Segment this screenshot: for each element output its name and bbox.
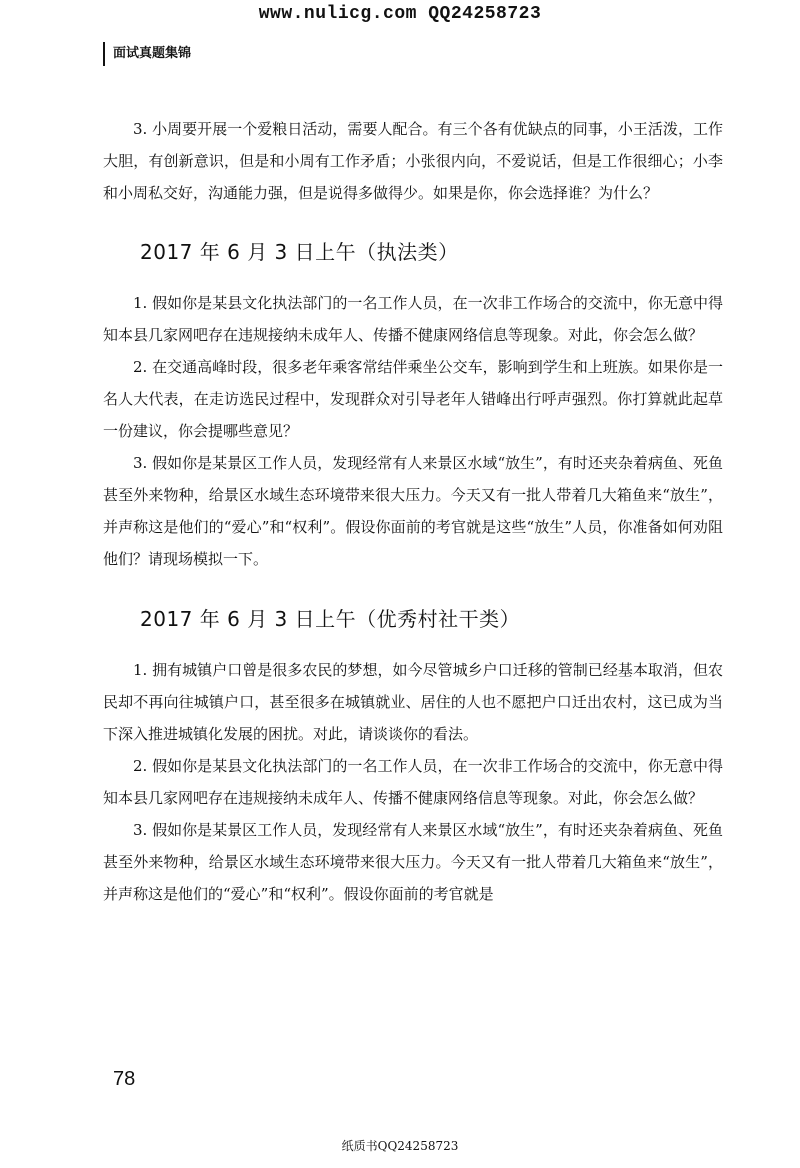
question-item: 2. 在交通高峰时段，很多老年乘客常结伴乘坐公交车，影响到学生和上班族。如果你是一名人大代表，在走访选民过程中，发现群众对引导老年人错峰出行呼声强烈。你打算就此起草一份建议，你会提哪些意见？ <box>103 358 723 440</box>
question-item: 2. 假如你是某县文化执法部门的一名工作人员，在一次非工作场合的交流中，你无意中得知本县几家网吧存在违规接纳未成年人、传播不健康网络信息等现象。对此，你会怎么做？ <box>103 757 723 807</box>
page-body <box>103 113 723 910</box>
running-head: 面试真题集锦 <box>103 42 191 66</box>
question-item: 3. 假如你是某景区工作人员，发现经常有人来景区水域“放生”，有时还夹杂着病鱼、死鱼甚至外来物种，给景区水域生态环境带来很大压力。今天又有一批人带着几大箱鱼来“放生”，并声称这是他们的“爱心”和“权利”。假设你面前的考官就是这些“放生”人员，你准备如何劝阻他们？请现场模拟一下。 <box>103 454 723 568</box>
section-title-law-enforcement: 2017 年 6 月 3 日上午（执法类） <box>140 240 459 264</box>
question-item: 1. 拥有城镇户口曾是很多农民的梦想，如今尽管城乡户口迁移的管制已经基本取消，但农民却不再向往城镇户口，甚至很多在城镇就业、居住的人也不愿把户口迁出农村，这已成为当下深入推进城镇化发展的困扰。对此，请谈谈你的看法。 <box>103 661 723 743</box>
intro-question: 3. 小周要开展一个爱粮日活动，需要人配合。有三个各有优缺点的同事，小王活泼，工作大胆，有创新意识，但是和小周有工作矛盾；小张很内向，不爱说话，但是工作很细心；小李和小周私交好，沟通能力强，但是说得多做得少。如果是你，你会选择谁？为什么？ <box>103 120 723 202</box>
footer-note: 纸质书QQ24258723 <box>341 1139 459 1153</box>
page-number: 78 <box>113 1068 136 1090</box>
site-url-header: www.nulicg.com QQ24258723 <box>258 4 542 24</box>
question-item: 3. 假如你是某景区工作人员，发现经常有人来景区水域“放生”，有时还夹杂着病鱼、死鱼甚至外来物种，给景区水域生态环境带来很大压力。今天又有一批人带着几大箱鱼来“放生”，并声称这是他们的“爱心”和“权利”。假设你面前的考官就是 <box>103 821 723 903</box>
question-item: 1. 假如你是某县文化执法部门的一名工作人员，在一次非工作场合的交流中，你无意中得知本县几家网吧存在违规接纳未成年人、传播不健康网络信息等现象。对此，你会怎么做？ <box>103 294 723 344</box>
section-title-village-cadre: 2017 年 6 月 3 日上午（优秀村社干类） <box>140 607 521 631</box>
